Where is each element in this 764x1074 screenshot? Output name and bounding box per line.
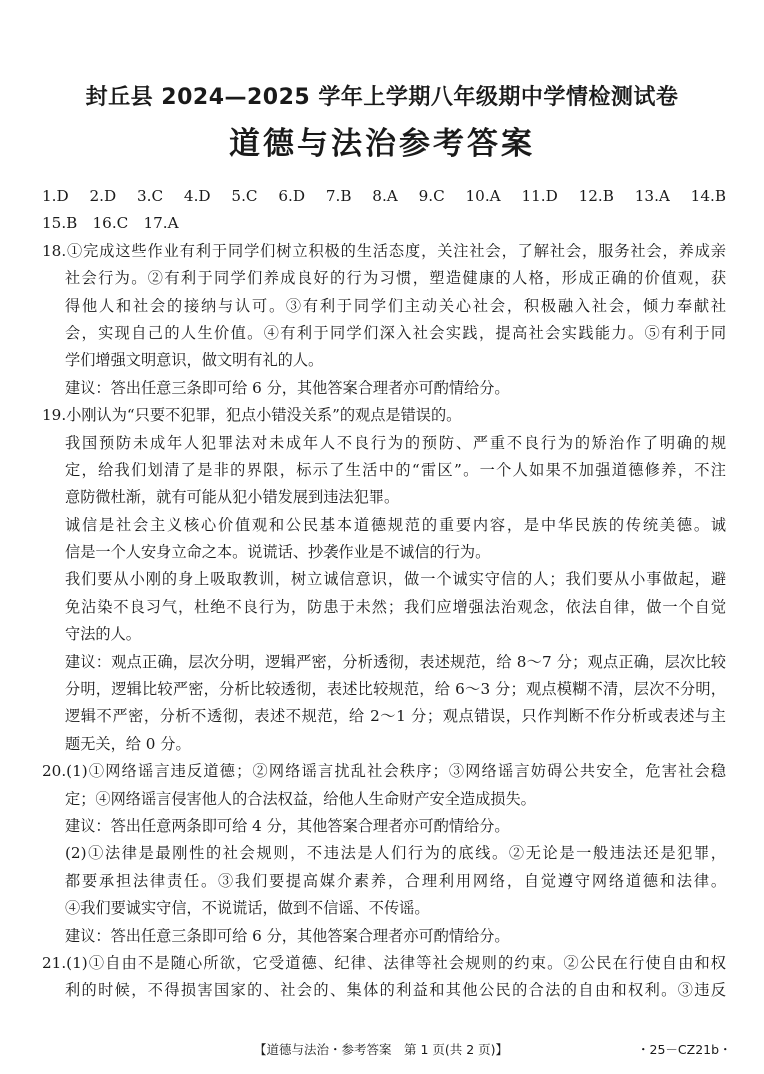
document-subtitle: 道德与法治参考答案 — [229, 126, 535, 162]
answer-line: 意防微杜渐，就有可能从犯小错发展到违法犯罪。 — [65, 488, 400, 507]
answer-line: (2)①法律是最刚性的社会规则，不违法是人们行为的底线。②无论是一般违法还是犯罪， — [65, 844, 726, 863]
answer-line: 定；④网络谣言侵害他人的合法权益，给他人生命财产安全造成损失。 — [65, 789, 536, 808]
answer-line: 19.小刚认为“只要不犯罪，犯点小错没关系”的观点是错误的。 — [42, 406, 462, 425]
answer-line: 建议：答出任意三条即可给 6 分，其他答案合理者亦可酌情给分。 — [65, 378, 510, 397]
answer-line: 18.①完成这些作业有利于同学们树立积极的生活态度，关注社会，了解社会，服务社会，养成亲 — [42, 241, 726, 260]
exam-title: 封丘县 2024—2025 学年上学期八年级期中学情检测试卷 — [85, 85, 679, 110]
answer-line: 21.(1)①自由不是随心所欲，它受道德、纪律、法律等社会规则的约束。②公民在行使自由和权 — [42, 953, 726, 972]
answer-line: 信是一个人安身立命之本。说谎话、抄袭作业是不诚信的行为。 — [65, 543, 491, 562]
footer-code: ・25－CZ21b・ — [637, 1042, 732, 1057]
answer-line: 1.D 2.D 3.C 4.D 5.C 6.D 7.B 8.A 9.C 10.A 11.D 12.B 13.A 14.B — [42, 187, 726, 205]
answer-line: 15.B 16.C 17.A — [42, 214, 179, 233]
answer-line: 建议：观点正确，层次分明，逻辑严密，分析透彻，表述规范，给 8～7 分；观点正确，层次比较 — [65, 652, 726, 671]
answer-line: 免沾染不良习气，杜绝不良行为，防患于未然；我们应增强法治观念，依法自律，做一个自觉 — [65, 597, 726, 616]
answer-line: 都要承担法律责任。③我们要提高媒介素养，合理利用网络，自觉遵守网络道德和法律。 — [65, 871, 726, 890]
answer-line: 我国预防未成年人犯罪法对未成年人不良行为的预防、严重不良行为的矫治作了明确的规 — [65, 433, 726, 452]
answer-line: 建议：答出任意三条即可给 6 分，其他答案合理者亦可酌情给分。 — [65, 926, 510, 945]
answer-line: 20.(1)①网络谣言违反道德；②网络谣言扰乱社会秩序；③网络谣言妨碍公共安全，危害社会稳 — [42, 762, 726, 781]
answer-line: 定，给我们划清了是非的界限，标示了生活中的“雷区”。一个人如果不加强道德修养，不注 — [65, 460, 726, 479]
answer-line: 利的时候，不得损害国家的、社会的、集体的利益和其他公民的合法的自由和权利。③违反 — [65, 981, 726, 1000]
footer-page-info: 【道德与法治・参考答案 第 1 页(共 2 页)】 — [254, 1042, 509, 1057]
answer-line: 我们要从小刚的身上吸取教训，树立诚信意识，做一个诚实守信的人；我们要从小事做起，避 — [65, 570, 726, 589]
answer-line: 题无关，给 0 分。 — [65, 734, 191, 753]
answer-line: 守法的人。 — [65, 625, 141, 644]
answer-line: 学们增强文明意识，做文明有礼的人。 — [65, 351, 324, 370]
answer-line: ④我们要诚实守信，不说谎话，做到不信谣、不传谣。 — [65, 899, 430, 918]
answer-line: 建议：答出任意两条即可给 4 分，其他答案合理者亦可酌情给分。 — [65, 816, 510, 835]
answer-body — [42, 183, 726, 1005]
answer-line: 得他人和社会的接纳与认可。③有利于同学们主动关心社会，积极融入社会，倾力奉献社 — [65, 296, 726, 315]
answer-line: 社会行为。②有利于同学们养成良好的行为习惯，塑造健康的人格，形成正确的价值观，获 — [65, 269, 726, 288]
answer-line: 诚信是社会主义核心价值观和公民基本道德规范的重要内容，是中华民族的传统美德。诚 — [65, 515, 726, 534]
answer-line: 会，实现自己的人生价值。④有利于同学们深入社会实践，提高社会实践能力。⑤有利于同 — [65, 323, 726, 342]
answer-line: 逻辑不严密，分析不透彻，表述不规范，给 2～1 分；观点错误，只作判断不作分析或表述与主 — [65, 707, 726, 726]
answer-line: 分明，逻辑比较严密，分析比较透彻，表述比较规范，给 6～3 分；观点模糊不清，层次不分明， — [65, 680, 726, 699]
